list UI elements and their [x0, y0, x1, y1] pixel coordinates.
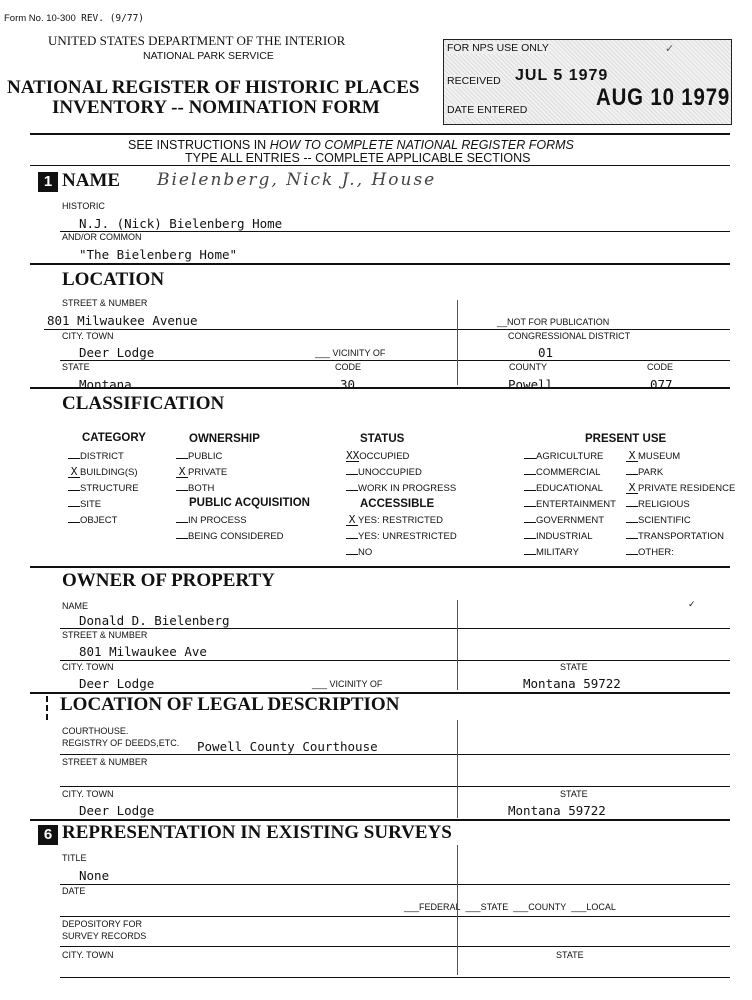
depository-label-1: DEPOSITORY FOR — [62, 919, 143, 929]
option-work-in-progress[interactable] — [346, 483, 456, 494]
option-label: RELIGIOUS — [638, 499, 690, 510]
name-section-title: NAME — [62, 170, 121, 191]
option-label: PRIVATE — [188, 467, 228, 478]
checkbox-mark — [524, 458, 536, 459]
received-stamp: JUL 5 1979 — [515, 67, 609, 84]
form-number: Form No. 10-300 REV. (9/77) — [4, 13, 145, 24]
not-for-publication: __NOT FOR PUBLICATION — [497, 317, 610, 327]
state-code: 30 — [340, 377, 356, 392]
rule — [60, 754, 730, 755]
section-rule — [30, 263, 730, 265]
congress-label: CONGRESSIONAL DISTRICT — [508, 331, 631, 341]
courthouse-label-1: COURTHOUSE. — [62, 726, 129, 736]
option-label: OCCUPIED — [359, 451, 410, 462]
classification-section-title: CLASSIFICATION — [62, 393, 225, 414]
checkbox-mark: X — [176, 467, 188, 478]
rule — [60, 946, 730, 947]
option-industrial[interactable] — [524, 531, 592, 542]
option-museum[interactable] — [626, 451, 680, 462]
legal-state-label: STATE — [560, 789, 588, 799]
state-value: Montana — [79, 377, 132, 392]
column-divider — [457, 300, 458, 385]
option-religious[interactable] — [626, 499, 690, 510]
owner-state-label: STATE — [560, 662, 588, 672]
option-label: BOTH — [188, 483, 215, 494]
section-number-1: 1 — [38, 172, 58, 192]
checkbox-mark — [524, 474, 536, 475]
owner-section-title: OWNER OF PROPERTY — [62, 570, 275, 591]
option-public[interactable] — [176, 451, 222, 462]
option-yes-restricted[interactable] — [346, 515, 443, 526]
status-heading: STATUS — [360, 433, 405, 445]
vicinity-label: ___ VICINITY OF — [315, 348, 386, 358]
department-heading: UNITED STATES DEPARTMENT OF THE INTERIOR — [48, 33, 346, 48]
surveys-section-title: REPRESENTATION IN EXISTING SURVEYS — [62, 822, 452, 843]
instructions-line1: SEE INSTRUCTIONS IN HOW TO COMPLETE NATIONAL REGISTER FORMS — [128, 138, 574, 152]
checkbox-mark — [626, 474, 638, 475]
column-divider — [457, 720, 458, 818]
option-occupied[interactable] — [346, 451, 409, 462]
option-yes-unrestricted[interactable] — [346, 531, 457, 542]
owner-vicinity-label: ___ VICINITY OF — [312, 679, 383, 689]
checkbox-mark — [68, 458, 80, 459]
owner-name-value: Donald D. Bielenberg — [79, 613, 230, 628]
state-label: STATE — [62, 362, 90, 372]
legal-city-value: Deer Lodge — [79, 803, 155, 818]
owner-street-label: STREET & NUMBER — [62, 630, 148, 640]
checkbox-mark — [176, 538, 188, 539]
survey-date-label: DATE — [62, 886, 86, 896]
option-being-considered[interactable] — [176, 531, 284, 542]
option-label: PUBLIC — [188, 451, 223, 462]
common-label: AND/OR COMMON — [62, 232, 142, 242]
checkbox-mark — [346, 554, 358, 555]
checkbox-mark — [626, 522, 638, 523]
column-divider — [457, 600, 458, 690]
code-label: CODE — [335, 362, 362, 372]
option-object[interactable] — [68, 515, 117, 526]
option-military[interactable] — [524, 547, 579, 558]
checkbox-mark: X — [346, 515, 358, 526]
location-section-title: LOCATION — [62, 269, 165, 290]
rule — [60, 977, 730, 978]
owner-street-value: 801 Milwaukee Ave — [79, 644, 207, 659]
option-label: IN PROCESS — [188, 515, 247, 526]
checkbox-mark — [176, 490, 188, 491]
option-label: AGRICULTURE — [536, 451, 604, 462]
historic-value: N.J. (Nick) Bielenberg Home — [79, 216, 283, 231]
county-value: Powell — [508, 377, 554, 392]
option-label: COMMERCIAL — [536, 467, 601, 478]
option-label: STRUCTURE — [80, 483, 139, 494]
legal-street-label: STREET & NUMBER — [62, 757, 148, 767]
section-rule — [30, 566, 730, 568]
option-label: PRIVATE RESIDENCE — [638, 483, 736, 494]
header-rule — [30, 133, 730, 135]
option-label: WORK IN PROGRESS — [358, 483, 457, 494]
survey-title-label: TITLE — [62, 853, 87, 863]
option-label: MUSEUM — [638, 451, 681, 462]
rule — [60, 884, 730, 885]
option-entertainment[interactable] — [524, 499, 616, 510]
checkbox-mark — [346, 490, 358, 491]
option-label: UNOCCUPIED — [358, 467, 422, 478]
checkbox-mark — [524, 506, 536, 507]
rule — [60, 786, 730, 787]
street-value: 801 Milwaukee Avenue — [47, 313, 198, 328]
option-label: BUILDING(S) — [80, 467, 138, 478]
checkbox-mark — [68, 522, 80, 523]
option-government[interactable] — [524, 515, 604, 526]
legal-city-label: CITY. TOWN — [62, 789, 114, 799]
checkbox-mark — [176, 522, 188, 523]
option-park[interactable] — [626, 467, 663, 478]
checkbox-mark — [68, 506, 80, 507]
option-label: BEING CONSIDERED — [188, 531, 284, 542]
option-label: TRANSPORTATION — [638, 531, 725, 542]
checkbox-mark — [626, 506, 638, 507]
option-label: DISTRICT — [80, 451, 124, 462]
present-use-heading: PRESENT USE — [585, 433, 667, 445]
checkbox-mark — [346, 538, 358, 539]
rule — [60, 231, 730, 232]
option-label: SCIENTIFIC — [638, 515, 691, 526]
county-code: 077 — [650, 377, 673, 392]
owner-state-value: Montana 59722 — [523, 676, 621, 691]
option-label: SITE — [80, 499, 102, 510]
option-building-s[interactable] — [68, 467, 138, 478]
survey-city-label: CITY. TOWN — [62, 950, 114, 960]
checkbox-mark — [524, 490, 536, 491]
rule — [30, 165, 730, 166]
checkbox-mark — [524, 538, 536, 539]
received-label: RECEIVED — [447, 75, 501, 87]
instructions-line2: TYPE ALL ENTRIES -- COMPLETE APPLICABLE SECTIONS — [185, 151, 531, 165]
rule — [44, 329, 730, 330]
checkbox-mark — [524, 554, 536, 555]
rule — [60, 360, 730, 361]
checkbox-mark — [68, 490, 80, 491]
option-unoccupied[interactable] — [346, 467, 422, 478]
option-label: OBJECT — [80, 515, 118, 526]
historic-label: HISTORIC — [62, 201, 105, 211]
option-both[interactable] — [176, 483, 214, 494]
option-label: MILITARY — [536, 547, 579, 558]
city-label: CITY. TOWN — [62, 331, 114, 341]
date-entered-stamp: AUG 10 1979 — [596, 84, 731, 111]
courthouse-value: Powell County Courthouse — [197, 739, 378, 754]
option-commercial[interactable] — [524, 467, 600, 478]
checkbox-mark — [524, 522, 536, 523]
legal-section-title: LOCATION OF LEGAL DESCRIPTION — [60, 694, 400, 715]
category-heading: CATEGORY — [82, 432, 146, 444]
option-other[interactable] — [626, 547, 674, 558]
checkbox-mark — [626, 554, 638, 555]
accessible-heading: ACCESSIBLE — [360, 498, 435, 510]
option-label: OTHER: — [638, 547, 674, 558]
rule — [60, 660, 730, 661]
survey-title-value: None — [79, 868, 110, 883]
section-rule — [30, 819, 730, 821]
handwritten-name: Bielenberg, Nick J., House — [157, 170, 437, 190]
date-entered-label: DATE ENTERED — [447, 104, 528, 116]
acquisition-heading: PUBLIC ACQUISITION — [189, 497, 310, 509]
option-agriculture[interactable] — [524, 451, 603, 462]
section-rule — [30, 387, 730, 389]
county-code-label: CODE — [647, 362, 674, 372]
checkbox-mark — [346, 474, 358, 475]
checkbox-mark: X — [626, 483, 638, 494]
owner-name-label: NAME — [62, 601, 89, 611]
option-label: ENTERTAINMENT — [536, 499, 616, 510]
option-no[interactable] — [346, 547, 372, 558]
legal-state-value: Montana 59722 — [508, 803, 606, 818]
stray-mark: ✓ — [688, 599, 696, 609]
survey-levels: ___FEDERAL ___STATE ___COUNTY ___LOCAL — [404, 902, 616, 912]
column-divider — [457, 845, 458, 975]
street-label: STREET & NUMBER — [62, 298, 148, 308]
option-scientific[interactable] — [626, 515, 691, 526]
nps-checkmark: ✓ — [665, 43, 675, 55]
owner-city-label: CITY. TOWN — [62, 662, 114, 672]
ownership-heading: OWNERSHIP — [189, 433, 260, 445]
rule — [60, 628, 730, 629]
option-label: EDUCATIONAL — [536, 483, 603, 494]
congress-value: 01 — [538, 345, 554, 360]
option-label: YES: RESTRICTED — [358, 515, 443, 526]
option-district[interactable] — [68, 451, 124, 462]
option-structure[interactable] — [68, 483, 139, 494]
option-private[interactable] — [176, 467, 227, 478]
form-title-line2: INVENTORY -- NOMINATION FORM — [52, 97, 380, 118]
survey-state-label: STATE — [556, 950, 584, 960]
nps-header: FOR NPS USE ONLY — [447, 42, 549, 54]
courthouse-label-2: REGISTRY OF DEEDS,ETC. — [62, 738, 180, 748]
checkbox-mark — [626, 538, 638, 539]
option-educational[interactable] — [524, 483, 603, 494]
depository-label-2: SURVEY RECORDS — [62, 931, 147, 941]
county-label: COUNTY — [509, 362, 547, 372]
option-in-process[interactable] — [176, 515, 247, 526]
option-label: GOVERNMENT — [536, 515, 605, 526]
option-label: NO — [358, 547, 373, 558]
option-transportation[interactable] — [626, 531, 724, 542]
service-heading: NATIONAL PARK SERVICE — [143, 50, 274, 62]
rule — [60, 916, 730, 917]
option-site[interactable] — [68, 499, 101, 510]
section-number-6: 6 — [38, 825, 58, 845]
option-private-residence[interactable] — [626, 483, 735, 494]
checkbox-mark: X — [68, 467, 80, 478]
checkbox-mark — [176, 458, 188, 459]
option-label: PARK — [638, 467, 664, 478]
common-value: "The Bielenberg Home" — [79, 247, 238, 262]
margin-mark — [46, 696, 48, 720]
form-title-line1: NATIONAL REGISTER OF HISTORIC PLACES — [7, 77, 420, 98]
city-value: Deer Lodge — [79, 345, 155, 360]
option-label: INDUSTRIAL — [536, 531, 593, 542]
checkbox-mark: X — [626, 451, 638, 462]
checkbox-mark: XX — [346, 449, 360, 462]
option-label: YES: UNRESTRICTED — [358, 531, 457, 542]
owner-city-value: Deer Lodge — [79, 676, 155, 691]
